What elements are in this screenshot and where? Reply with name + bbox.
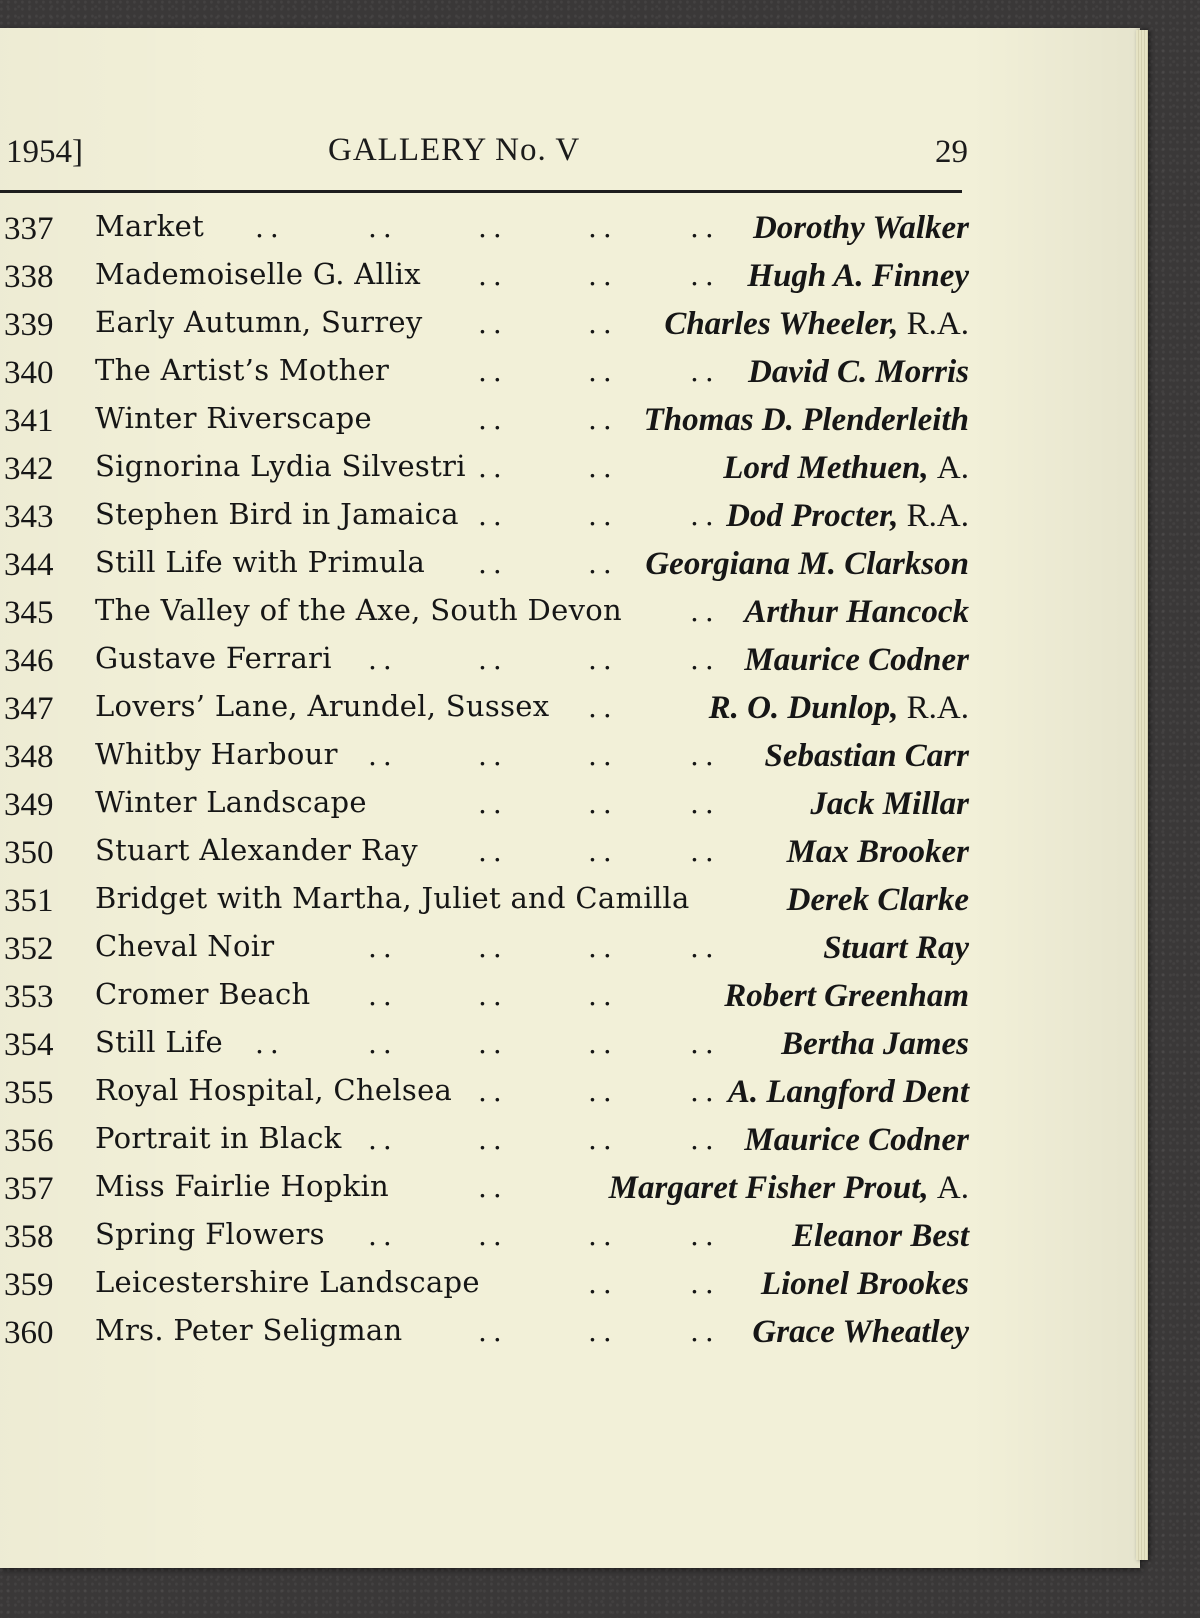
artist-name: A. Langford Dent <box>727 1074 969 1110</box>
entry-artist <box>744 594 969 631</box>
artist-name: Maurice Codner <box>744 642 969 678</box>
artist-name: Hugh A. Finney <box>747 258 969 294</box>
leader-dots: .. <box>478 643 508 676</box>
entry-title: Still Life <box>95 1025 223 1059</box>
catalogue-entry <box>0 445 975 493</box>
entry-title: Whitby Harbour <box>95 737 338 771</box>
entry-title: Miss Fairlie Hopkin <box>95 1169 390 1203</box>
entry-title: Early Autumn, Surrey <box>95 305 423 339</box>
entry-artist <box>787 882 969 919</box>
catalogue-entry <box>0 637 975 685</box>
page-number: 29 <box>935 134 968 170</box>
catalogue-entry <box>0 541 975 589</box>
entry-number: 350 <box>4 835 54 871</box>
entry-number: 357 <box>4 1171 54 1207</box>
catalogue-entry <box>0 1309 975 1357</box>
entry-title: Stuart Alexander Ray <box>95 833 418 867</box>
leader-dots: .. <box>588 691 618 724</box>
entry-artist <box>823 930 969 967</box>
leader-dots: .. <box>690 259 720 292</box>
entry-title: Gustave Ferrari <box>95 641 332 675</box>
entry-title: Cheval Noir <box>95 929 275 963</box>
leader-dots: .. <box>690 211 720 244</box>
artist-name: Derek Clarke <box>786 882 969 918</box>
entry-number: 337 <box>4 211 54 247</box>
artist-honours: A. <box>936 450 969 486</box>
entry-number: 341 <box>4 403 54 439</box>
catalogue-entry <box>0 973 975 1021</box>
catalogue-entry <box>0 493 975 541</box>
header-rule <box>0 190 962 193</box>
artist-name: Lord Methuen, <box>723 450 929 486</box>
entry-title: Spring Flowers <box>95 1217 325 1251</box>
entry-title: Market <box>95 209 205 243</box>
artist-name: David C. Morris <box>748 354 969 390</box>
catalogue-entry <box>0 1021 975 1069</box>
entry-artist <box>761 1266 969 1303</box>
artist-name: Margaret Fisher Prout, <box>608 1170 929 1206</box>
entry-title: Mademoiselle G. Allix <box>95 257 421 291</box>
leader-dots: .. <box>588 1219 618 1252</box>
artist-name: Robert Greenham <box>724 978 969 1014</box>
entry-number: 348 <box>4 739 54 775</box>
catalogue-entry <box>0 205 975 253</box>
entry-number: 338 <box>4 259 54 295</box>
leader-dots: .. <box>478 451 508 484</box>
leader-dots: .. <box>478 931 508 964</box>
leader-dots: .. <box>588 1027 618 1060</box>
artist-name: Max Brooker <box>786 834 969 870</box>
running-header <box>0 128 968 178</box>
artist-name: Sebastian Carr <box>764 738 969 774</box>
leader-dots: .. <box>478 355 508 388</box>
artist-honours: A. <box>936 1170 969 1206</box>
artist-name: Dorothy Walker <box>752 210 969 246</box>
artist-name: Lionel Brookes <box>760 1266 969 1302</box>
entry-artist <box>753 210 969 247</box>
entry-title: The Artist’s Mother <box>95 353 390 387</box>
artist-name: Bertha James <box>781 1026 969 1062</box>
leader-dots: .. <box>690 1219 720 1252</box>
entry-title: Winter Landscape <box>95 785 367 819</box>
entry-number: 351 <box>4 883 54 919</box>
entry-title: Stephen Bird in Jamaica <box>95 497 459 531</box>
leader-dots: .. <box>588 307 618 340</box>
leader-dots: .. <box>478 979 508 1012</box>
entry-number: 344 <box>4 547 54 583</box>
leader-dots: .. <box>588 259 618 292</box>
entry-artist <box>744 1122 969 1159</box>
catalogue-entry <box>0 1261 975 1309</box>
artist-name: Arthur Hancock <box>744 594 969 630</box>
entry-artist <box>765 738 969 775</box>
artist-name: Georgiana M. Clarkson <box>645 546 969 582</box>
artist-name: Charles Wheeler, <box>664 306 899 342</box>
leader-dots: .. <box>368 1123 398 1156</box>
leader-dots: .. <box>368 931 398 964</box>
catalogue-entry <box>0 925 975 973</box>
leader-dots: .. <box>690 643 720 676</box>
entry-number: 346 <box>4 643 54 679</box>
catalogue-entry <box>0 301 975 349</box>
catalogue-entry <box>0 781 975 829</box>
entry-number: 360 <box>4 1315 54 1351</box>
leader-dots: .. <box>478 499 508 532</box>
entry-number: 355 <box>4 1075 54 1111</box>
entry-number: 347 <box>4 691 54 727</box>
catalogue-entry <box>0 349 975 397</box>
entry-artist <box>609 1170 969 1207</box>
leader-dots: .. <box>368 211 398 244</box>
artist-honours: R.A. <box>906 498 969 534</box>
entry-artist <box>645 546 969 583</box>
artist-name: Dod Procter, <box>726 498 899 534</box>
entry-artist <box>709 690 969 727</box>
entry-title: Cromer Beach <box>95 977 311 1011</box>
entry-artist <box>752 1314 969 1351</box>
leader-dots: .. <box>478 1075 508 1108</box>
leader-dots: .. <box>690 1027 720 1060</box>
leader-dots: .. <box>478 307 508 340</box>
entry-number: 343 <box>4 499 54 535</box>
entry-title: Portrait in Black <box>95 1121 342 1155</box>
entry-title: Bridget with Martha, Juliet and Camilla <box>95 881 690 915</box>
leader-dots: .. <box>588 787 618 820</box>
entry-artist <box>728 1074 969 1111</box>
entry-title: Royal Hospital, Chelsea <box>95 1073 453 1107</box>
entry-artist <box>726 498 969 535</box>
leader-dots: .. <box>368 643 398 676</box>
entry-artist <box>744 642 969 679</box>
artist-honours: R.A. <box>906 306 969 342</box>
catalogue-entry <box>0 1213 975 1261</box>
leader-dots: .. <box>690 355 720 388</box>
entry-number: 359 <box>4 1267 54 1303</box>
leader-dots: .. <box>368 739 398 772</box>
entry-number: 349 <box>4 787 54 823</box>
entry-artist <box>792 1218 969 1255</box>
leader-dots: .. <box>368 1219 398 1252</box>
catalogue-entry <box>0 253 975 301</box>
entry-title: The Valley of the Axe, South Devon <box>95 593 622 627</box>
artist-name: R. O. Dunlop, <box>708 690 899 726</box>
gallery-title: GALLERY No. V <box>328 132 581 168</box>
leader-dots: .. <box>588 979 618 1012</box>
page-edge <box>1136 30 1148 1560</box>
entry-title: Lovers’ Lane, Arundel, Sussex <box>95 689 550 723</box>
entry-number: 340 <box>4 355 54 391</box>
catalogue-entry <box>0 397 975 445</box>
entry-number: 352 <box>4 931 54 967</box>
leader-dots: .. <box>588 1315 618 1348</box>
catalogue-entry <box>0 1069 975 1117</box>
entry-title: Still Life with Primula <box>95 545 426 579</box>
catalogue-entry <box>0 685 975 733</box>
leader-dots: .. <box>255 1027 285 1060</box>
catalogue-entry <box>0 1165 975 1213</box>
leader-dots: .. <box>588 1123 618 1156</box>
leader-dots: .. <box>478 1123 508 1156</box>
leader-dots: .. <box>588 499 618 532</box>
artist-name: Stuart Ray <box>823 930 969 966</box>
entry-title: Winter Riverscape <box>95 401 372 435</box>
leader-dots: .. <box>690 499 720 532</box>
leader-dots: .. <box>478 1315 508 1348</box>
leader-dots: .. <box>690 931 720 964</box>
entry-artist <box>748 354 969 391</box>
leader-dots: .. <box>478 211 508 244</box>
leader-dots: .. <box>588 931 618 964</box>
leader-dots: .. <box>478 547 508 580</box>
entry-artist <box>664 306 969 343</box>
entry-number: 356 <box>4 1123 54 1159</box>
entry-artist <box>810 786 969 823</box>
entry-number: 339 <box>4 307 54 343</box>
leader-dots: .. <box>588 1267 618 1300</box>
catalogue-entry <box>0 589 975 637</box>
entry-artist <box>644 402 969 439</box>
entry-number: 342 <box>4 451 54 487</box>
entry-title: Signorina Lydia Silvestri <box>95 449 466 483</box>
leader-dots: .. <box>690 1075 720 1108</box>
entry-title: Leicestershire Landscape <box>95 1265 480 1299</box>
leader-dots: .. <box>588 403 618 436</box>
leader-dots: .. <box>690 1315 720 1348</box>
artist-name: Thomas D. Plenderleith <box>643 402 969 438</box>
leader-dots: .. <box>690 787 720 820</box>
leader-dots: .. <box>255 211 285 244</box>
entry-title: Mrs. Peter Seligman <box>95 1313 403 1347</box>
entry-number: 354 <box>4 1027 54 1063</box>
artist-name: Grace Wheatley <box>752 1314 969 1350</box>
leader-dots: .. <box>478 835 508 868</box>
leader-dots: .. <box>478 787 508 820</box>
leader-dots: .. <box>478 259 508 292</box>
entry-artist <box>723 450 969 487</box>
entry-artist <box>787 834 969 871</box>
leader-dots: .. <box>478 1027 508 1060</box>
leader-dots: .. <box>588 643 618 676</box>
entry-number: 358 <box>4 1219 54 1255</box>
entry-artist <box>724 978 969 1015</box>
entry-number: 345 <box>4 595 54 631</box>
leader-dots: .. <box>368 979 398 1012</box>
leader-dots: .. <box>588 451 618 484</box>
leader-dots: .. <box>478 1171 508 1204</box>
entry-artist <box>781 1026 969 1063</box>
leader-dots: .. <box>588 355 618 388</box>
entry-number: 353 <box>4 979 54 1015</box>
artist-honours: R.A. <box>906 690 969 726</box>
leader-dots: .. <box>478 1219 508 1252</box>
leader-dots: .. <box>690 835 720 868</box>
leader-dots: .. <box>478 403 508 436</box>
leader-dots: .. <box>690 1267 720 1300</box>
leader-dots: .. <box>588 547 618 580</box>
leader-dots: .. <box>588 211 618 244</box>
leader-dots: .. <box>588 835 618 868</box>
leader-dots: .. <box>478 739 508 772</box>
catalogue-entry <box>0 733 975 781</box>
artist-name: Eleanor Best <box>792 1218 969 1254</box>
leader-dots: .. <box>690 739 720 772</box>
catalogue-entry <box>0 877 975 925</box>
catalogue-entry <box>0 829 975 877</box>
catalogue-entry <box>0 1117 975 1165</box>
artist-name: Maurice Codner <box>744 1122 969 1158</box>
catalogue-list <box>0 205 975 1357</box>
leader-dots: .. <box>690 595 720 628</box>
leader-dots: .. <box>690 1123 720 1156</box>
header-year: 1954] <box>6 134 83 170</box>
leader-dots: .. <box>588 739 618 772</box>
artist-name: Jack Millar <box>810 786 969 822</box>
leader-dots: .. <box>368 1027 398 1060</box>
entry-artist <box>747 258 969 295</box>
leader-dots: .. <box>588 1075 618 1108</box>
